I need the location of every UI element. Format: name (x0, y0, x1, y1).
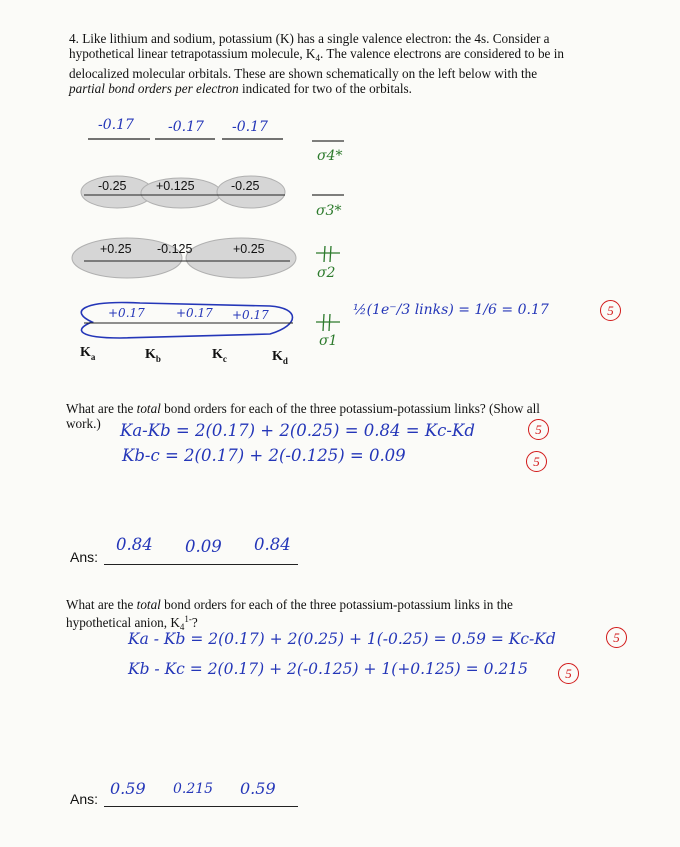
part2-work-line2: Kb - Kc = 2(0.17) + 2(-0.125) + 1(+0.125) = 0.215 (128, 660, 528, 678)
atom-label-a: $K_a$ (80, 345, 96, 362)
part1-score2: 5 (526, 451, 547, 472)
part2-answer-3: 0.59 (240, 779, 276, 798)
part1-answer-3: 0.84 (254, 535, 291, 554)
part1-work-line1: Ka-Kb = 2(0.17) + 2(0.25) = 0.84 = Kc-Kd (120, 421, 475, 440)
electron-pairs (316, 246, 340, 331)
part2-score2: 5 (558, 663, 579, 684)
part2-answer-2: 0.215 (173, 781, 214, 797)
sigma3-value-3: -0.25 (231, 179, 260, 193)
sigma3-value-2: +0.125 (156, 179, 195, 193)
sigma4-value-2: -0.17 (168, 119, 204, 135)
part2-work-line1: Ka - Kb = 2(0.17) + 2(0.25) + 1(-0.25) = 0.59 = Kc-Kd (128, 630, 556, 648)
part1-answer-1: 0.84 (116, 535, 153, 554)
sigma4-value-1: -0.17 (98, 117, 134, 133)
atom-label-d: $K_d$ (272, 349, 288, 366)
atom-label-b: $K_b$ (145, 347, 161, 364)
part1-answer-2: 0.09 (185, 537, 222, 556)
sigma2-value-1: +0.25 (100, 242, 132, 256)
part1-work-line2: Kb-c = 2(0.17) + 2(-0.125) = 0.09 (122, 446, 406, 465)
sigma1-note: ½(1e⁻/3 links) = 1/6 = 0.17 (353, 302, 549, 318)
part2-score1: 5 (606, 627, 627, 648)
part2-answer-1: 0.59 (110, 779, 146, 798)
sigma1-value-3: +0.17 (232, 308, 269, 322)
question-intro: 4. Like lithium and sodium, potassium (K) has a single valence electron: the 4s. Consider a hypothetical linear tetrapotassium molecule, $K_4$. The valence electrons are considered to be in delocalized molecular orbitals. These are shown schematically on the left below with the partial bond orders per electron indicated for two of the orbitals. (69, 31, 564, 96)
part2-prompt: What are the total bond orders for each of the three potassium-potassium links in the hypothetical anion, $K_4^{1-}$? (66, 597, 513, 632)
sigma4-label: σ4* (317, 148, 343, 164)
sigma2-value-2: -0.125 (157, 242, 193, 256)
sigma4-value-3: -0.17 (232, 119, 268, 135)
part1-prompt: What are the total bond orders for each of the three potassium-potassium links? (Show all work.) (66, 401, 540, 431)
sigma1-label: σ1 (319, 333, 338, 349)
part1-ans-label: Ans: (70, 549, 99, 565)
sigma2-label: σ2 (317, 265, 336, 281)
atom-label-c: $K_c$ (212, 347, 227, 364)
part1-ans-line (104, 564, 298, 565)
sigma3-label: σ3* (316, 203, 342, 219)
sigma1-score: 5 (600, 300, 621, 321)
part1-score1: 5 (528, 419, 549, 440)
part2-ans-line (104, 806, 298, 807)
sigma3-value-1: -0.25 (98, 179, 127, 193)
part2-ans-label: Ans: (70, 791, 99, 807)
sigma2-value-3: +0.25 (233, 242, 265, 256)
sigma1-value-2: +0.17 (176, 306, 213, 320)
sigma1-value-1: +0.17 (108, 306, 145, 320)
